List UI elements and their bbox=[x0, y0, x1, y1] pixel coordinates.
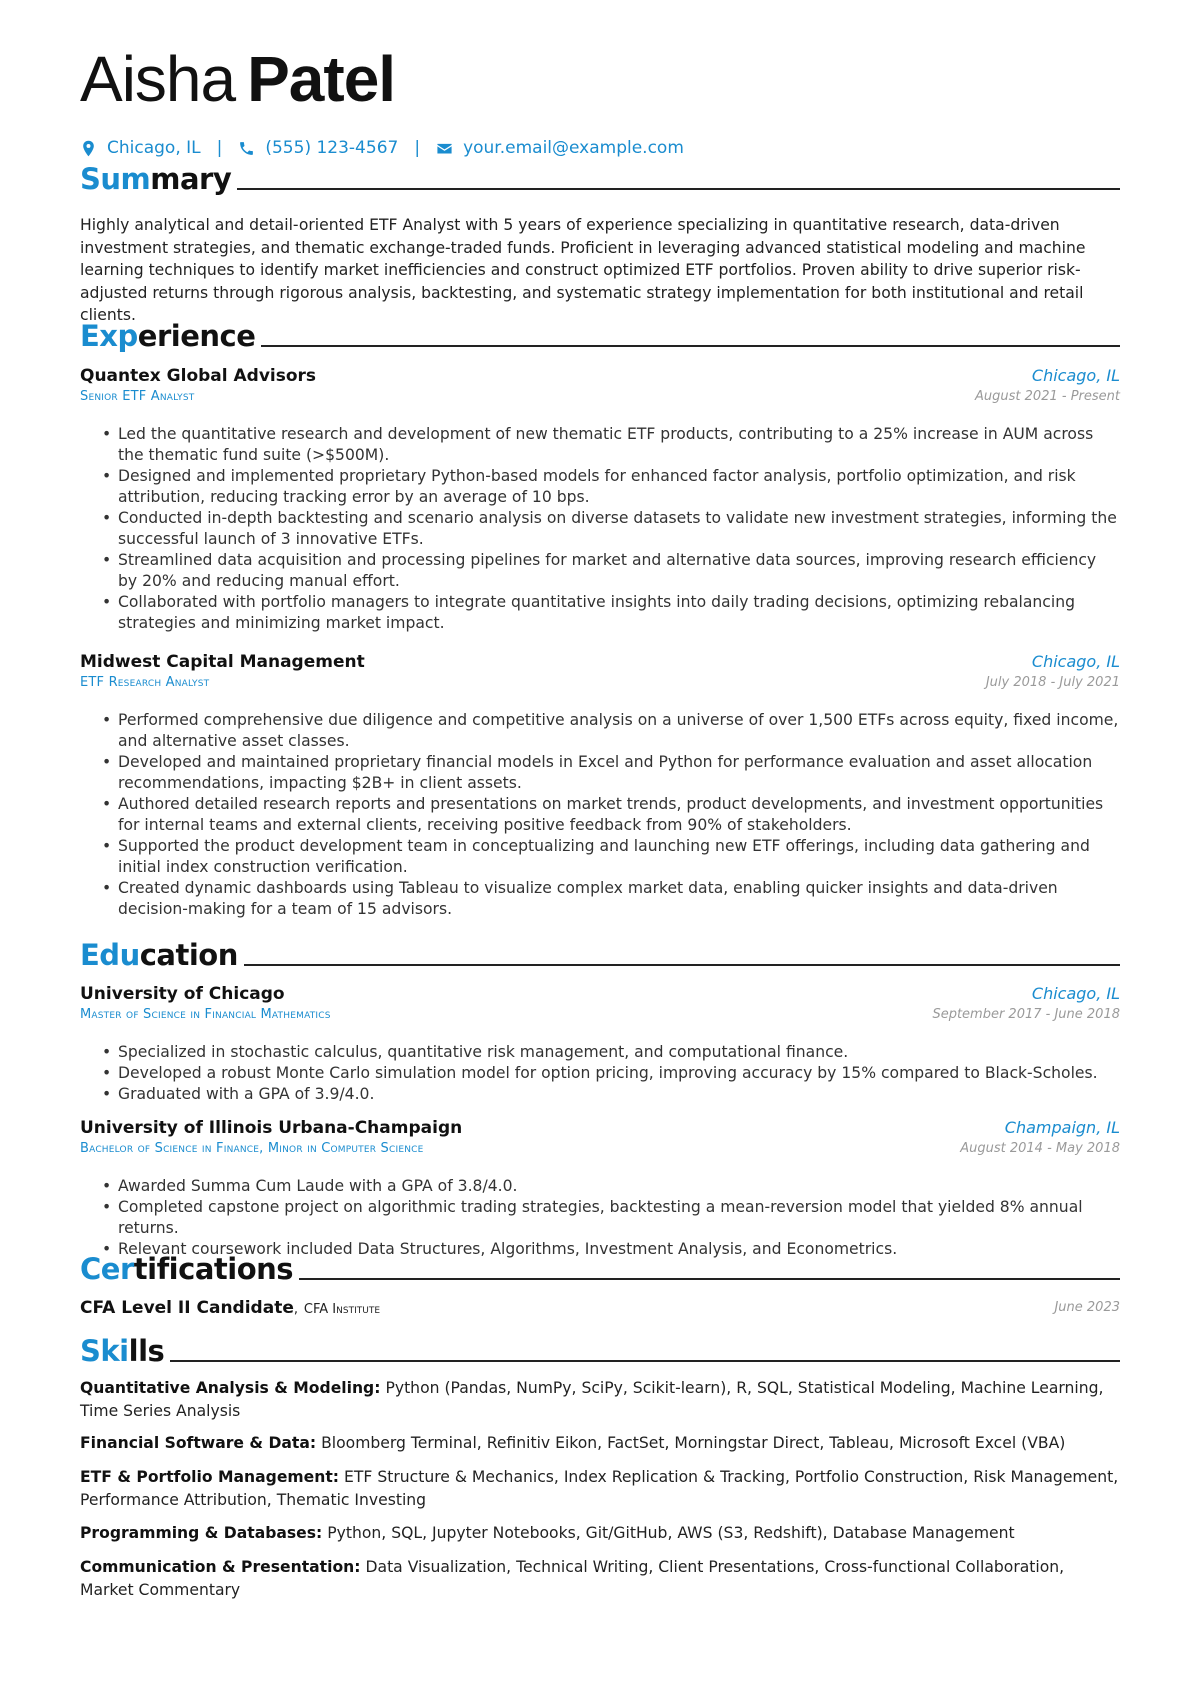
school-dates: August 2014 - May 2018 bbox=[960, 1141, 1120, 1156]
school-location: Champaign, IL bbox=[1004, 1118, 1120, 1137]
skill-label: Financial Software & Data: bbox=[80, 1434, 317, 1452]
job-header bbox=[80, 650, 1120, 696]
school-name: University of Chicago bbox=[80, 984, 285, 1004]
section-title: Certifications bbox=[80, 1252, 294, 1286]
list-item: • Supported the product development team in conceptualizing and launching new ETF offerings, including data gathering and initial index construction verification. bbox=[80, 836, 1120, 878]
school-bullets bbox=[80, 1042, 1120, 1105]
section-rule bbox=[261, 345, 1120, 347]
contact-separator: | bbox=[414, 138, 421, 158]
map-marker-icon bbox=[80, 140, 97, 157]
school-header bbox=[80, 1116, 1120, 1162]
job-location: Chicago, IL bbox=[1031, 652, 1120, 671]
school-header bbox=[80, 982, 1120, 1028]
list-item: • Completed capstone project on algorithmic trading strategies, backtesting a mean-reversion model that yielded 8% annual returns. bbox=[80, 1197, 1120, 1239]
job-header bbox=[80, 364, 1120, 410]
first-name: Aisha bbox=[80, 43, 236, 115]
skill-row bbox=[80, 1522, 1120, 1545]
candidate-name bbox=[80, 44, 395, 114]
skill-value: Data Visualization, Technical Writing, Client Presentations, Cross-functional Collaboration, Market Commentary bbox=[80, 1558, 1065, 1599]
section-rule bbox=[237, 188, 1120, 190]
certification-title: CFA Level II Candidate, CFA Institute bbox=[80, 1298, 381, 1318]
phone-icon bbox=[238, 140, 255, 157]
section-rule bbox=[299, 1278, 1120, 1280]
skill-value: Bloomberg Terminal, Refinitiv Eikon, FactSet, Morningstar Direct, Tableau, Microsoft Excel (VBA) bbox=[321, 1434, 1066, 1452]
contact-location bbox=[80, 138, 201, 158]
phone-text: (555) 123-4567 bbox=[265, 138, 399, 158]
section-title: Education bbox=[80, 938, 238, 972]
contact-email[interactable] bbox=[436, 138, 684, 158]
skill-label: Communication & Presentation: bbox=[80, 1558, 361, 1576]
skill-value: Python, SQL, Jupyter Notebooks, Git/GitHub, AWS (S3, Redshift), Database Management bbox=[327, 1524, 1015, 1542]
contact-phone[interactable] bbox=[238, 138, 398, 158]
list-item: • Developed and maintained proprietary financial models in Excel and Python for performance evaluation and asset allocation recommendations, impacting $2B+ in client assets. bbox=[80, 752, 1120, 794]
skill-label: ETF & Portfolio Management: bbox=[80, 1468, 340, 1486]
certifications-heading bbox=[80, 1246, 1120, 1286]
company-name: Midwest Capital Management bbox=[80, 652, 365, 672]
list-item: • Streamlined data acquisition and processing pipelines for market and alternative data sources, improving research efficiency by 20% and reducing manual effort. bbox=[80, 550, 1120, 592]
envelope-icon bbox=[436, 140, 453, 157]
list-item: • Collaborated with portfolio managers to integrate quantitative insights into daily trading decisions, optimizing rebalancing strategies and minimizing market impact. bbox=[80, 592, 1120, 634]
list-item: • Performed comprehensive due diligence and competitive analysis on a universe of over 1,500 ETFs across equity, fixed income, and alternative asset classes. bbox=[80, 710, 1120, 752]
email-text: your.email@example.com bbox=[463, 138, 684, 158]
location-text: Chicago, IL bbox=[107, 138, 201, 158]
section-title: Experience bbox=[80, 319, 256, 353]
list-item: • Authored detailed research reports and presentations on market trends, product developments, and investment opportunities for internal teams and external clients, receiving positive feedback from 90% of stakeholders. bbox=[80, 794, 1120, 836]
list-item: • Graduated with a GPA of 3.9/4.0. bbox=[80, 1084, 1120, 1105]
job-bullets bbox=[80, 710, 1120, 920]
skills-heading bbox=[80, 1328, 1120, 1368]
job-title: Senior ETF Analyst bbox=[80, 389, 195, 404]
skill-row bbox=[80, 1377, 1120, 1422]
skill-value: Python (Pandas, NumPy, SciPy, Scikit-learn), R, SQL, Statistical Modeling, Machine Learning, Time Series Analysis bbox=[80, 1379, 1104, 1420]
last-name: Patel bbox=[247, 43, 396, 115]
section-rule bbox=[244, 964, 1120, 966]
summary-text: Highly analytical and detail-oriented ETF Analyst with 5 years of experience specializing in quantitative research, data-driven investment strategies, and thematic exchange-traded funds. Proficient in leveraging advanced statistical modeling and machine learning techniques to identify market inefficiencies and construct optimized ETF portfolios. Proven ability to drive superior risk-adjusted returns through rigorous analysis, backtesting, and systematic strategy implementation for both institutional and retail clients. bbox=[80, 216, 1086, 325]
list-item: • Designed and implemented proprietary Python-based models for enhanced factor analysis, portfolio optimization, and risk attribution, reducing tracking error by an average of 10 bps. bbox=[80, 466, 1120, 508]
summary-heading bbox=[80, 156, 1120, 196]
job-bullets bbox=[80, 424, 1120, 634]
list-item: • Conducted in-depth backtesting and scenario analysis on diverse datasets to validate new investment strategies, informing the successful launch of 3 innovative ETFs. bbox=[80, 508, 1120, 550]
degree: Master of Science in Financial Mathematics bbox=[80, 1007, 331, 1022]
section-title: Skills bbox=[80, 1334, 165, 1368]
education-heading bbox=[80, 932, 1120, 972]
degree: Bachelor of Science in Finance, Minor in Computer Science bbox=[80, 1141, 424, 1156]
school-name: University of Illinois Urbana-Champaign bbox=[80, 1118, 463, 1138]
job-dates: August 2021 - Present bbox=[975, 389, 1120, 404]
experience-heading bbox=[80, 313, 1120, 353]
section-title: Summary bbox=[80, 162, 232, 196]
school-location: Chicago, IL bbox=[1031, 984, 1120, 1003]
skill-row bbox=[80, 1432, 1120, 1455]
certification-institution: CFA Institute bbox=[303, 1302, 381, 1317]
skill-row bbox=[80, 1556, 1120, 1601]
school-dates: September 2017 - June 2018 bbox=[932, 1007, 1120, 1022]
list-item: • Led the quantitative research and development of new thematic ETF products, contributing to a 25% increase in AUM across the thematic fund suite (>$500M). bbox=[80, 424, 1120, 466]
skill-row bbox=[80, 1466, 1120, 1511]
job-title: ETF Research Analyst bbox=[80, 675, 210, 690]
list-item: • Relevant coursework included Data Structures, Algorithms, Investment Analysis, and Econometrics. bbox=[80, 1239, 1120, 1260]
list-item: • Specialized in stochastic calculus, quantitative risk management, and computational finance. bbox=[80, 1042, 1120, 1063]
list-item: • Created dynamic dashboards using Tableau to visualize complex market data, enabling quicker insights and data-driven decision-making for a team of 15 advisors. bbox=[80, 878, 1120, 920]
list-item: • Developed a robust Monte Carlo simulation model for option pricing, improving accuracy by 15% compared to Black-Scholes. bbox=[80, 1063, 1120, 1084]
certification-date: June 2023 bbox=[1054, 1300, 1120, 1315]
skill-label: Quantitative Analysis & Modeling: bbox=[80, 1379, 381, 1397]
list-item: • Awarded Summa Cum Laude with a GPA of 3.8/4.0. bbox=[80, 1176, 1120, 1197]
section-rule bbox=[170, 1360, 1120, 1362]
skill-value: ETF Structure & Mechanics, Index Replication & Tracking, Portfolio Construction, Risk Management, Performance Attribution, Thematic Investing bbox=[80, 1468, 1119, 1509]
contact-separator: | bbox=[216, 138, 223, 158]
job-dates: July 2018 - July 2021 bbox=[985, 675, 1120, 690]
job-location: Chicago, IL bbox=[1031, 366, 1120, 385]
certification-item bbox=[80, 1296, 1120, 1322]
company-name: Quantex Global Advisors bbox=[80, 366, 317, 386]
skill-label: Programming & Databases: bbox=[80, 1524, 323, 1542]
